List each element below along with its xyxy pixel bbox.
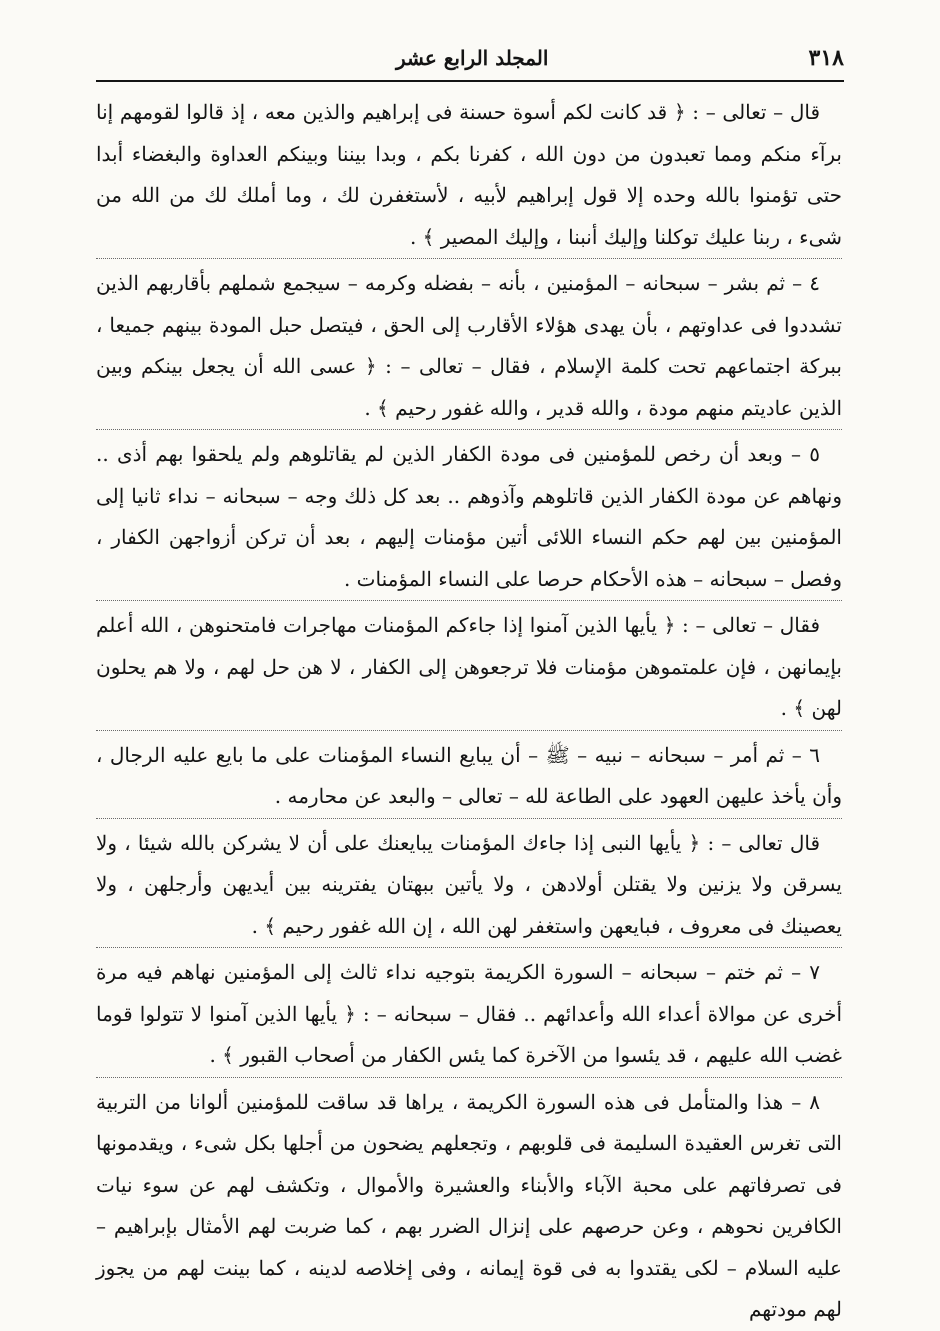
header-rule [96, 80, 844, 82]
paragraph-8: ٨ – هذا والمتأمل فى هذه السورة الكريمة ، يراها قد ساقت للمؤمنين ألوانا من التربية التى تغرس العقيدة السليمة فى قلوبهم ، وتجعلهم يضحون من أجلها بكل شىء ، ويقدمونها فى تصرفاتهم على محبة الآباء والأبناء والعشيرة والأموال ، وتكشف لهم عن سوء نيات الكافرين نحوهم ، وعن حرصهم على إنزال الضرر بهم ، كما ضربت لهم الأمثال بإبراهيم – عليه السلام – لكى يقتدوا به فى قوة إيمانه ، وفى إخلاصه لدينه ، كما بينت لهم من يجوز لهم مودتهم [96, 1089, 842, 1321]
paragraph-6: قال تعالى – : ﴿ يأيها النبى إذا جاءك المؤمنات يبايعنك على أن لا يشركن بالله شيئا ، ولا يسرقن ولا يزنين ولا يقتلن أولادهن ، ولا يأتين ببهتان يفترينه بين أيديهن وأرجلهن ، ولا يعصينك فى معروف ، فبايعهن واستغفر لهن الله ، إن الله غفور رحيم ﴾ . [96, 823, 842, 949]
paragraph-4: فقال – تعالى – : ﴿ يأيها الذين آمنوا إذا جاءكم المؤمنات مهاجرات فامتحنوهن ، الله أعلم بإيمانهن ، فإن علمتموهن مؤمنات فلا ترجعوهن إلى الكفار ، لا هن حل لهم ، ولا هم يحلون لهن ﴾ . [96, 605, 842, 731]
page-number: ٣١٨ [808, 45, 844, 71]
paragraph-2: ٤ – ثم بشر – سبحانه – المؤمنين ، بأنه – بفضله وكرمه – سيجمع شملهم بأقاربهم الذين تشددوا فى عداوتهم ، بأن يهدى هؤلاء الأقارب إلى الحق ، فيتصل حبل المودة بينهم جميعا ، ببركة اجتماعهم تحت كلمة الإسلام ، فقال – تعالى – : ﴿ عسى الله أن يجعل بينكم وبين الذين عاديتم منهم مودة ، والله قدير ، والله غفور رحيم ﴾ . [96, 263, 842, 430]
page-body [96, 92, 842, 1321]
paragraph-1: قال – تعالى – : ﴿ قد كانت لكم أسوة حسنة فى إبراهيم والذين معه ، إذ قالوا لقومهم إنا برآء منكم ومما تعبدون من دون الله ، كفرنا بكم ، وبدا بيننا وبينكم العداوة والبغضاء أبدا حتى تؤمنوا بالله وحده إلا قول إبراهيم لأبيه ، لأستغفرن لك ، وما أملك لك من الله من شىء ، ربنا عليك توكلنا وإليك أنبنا ، وإليك المصير ﴾ . [96, 92, 842, 259]
paragraph-5: ٦ – ثم أمر – سبحانه – نبيه – ﷺ – أن يبايع النساء المؤمنات على ما بايع عليه الرجال ، وأن يأخذ عليهن العهود على الطاعة لله – تعالى – والبعد عن محارمه . [96, 735, 842, 819]
paragraph-3: ٥ – وبعد أن رخص للمؤمنين فى مودة الكفار الذين لم يقاتلوهم ولم يلحقوا بهم أذى .. ونهاهم عن مودة الكفار الذين قاتلوهم وآذوهم .. بعد كل ذلك وجه – سبحانه – نداء ثانيا إلى المؤمنين بين لهم حكم النساء اللائى أتين مؤمنات إليهم ، بعد أن تركن أزواجهن الكفار ، وفصل – سبحانه – هذه الأحكام حرصا على النساء المؤمنات . [96, 434, 842, 601]
page-header [96, 40, 844, 76]
paragraph-7: ٧ – ثم ختم – سبحانه – السورة الكريمة بتوجيه نداء ثالث إلى المؤمنين نهاهم فيه مرة أخرى عن موالاة أعداء الله وأعدائهم .. فقال – سبحانه – : ﴿ يأيها الذين آمنوا لا تتولوا قوما غضب الله عليهم ، قد يئسوا من الآخرة كما يئس الكفار من أصحاب القبور ﴾ . [96, 952, 842, 1078]
running-title: المجلد الرابع عشر [396, 46, 549, 70]
